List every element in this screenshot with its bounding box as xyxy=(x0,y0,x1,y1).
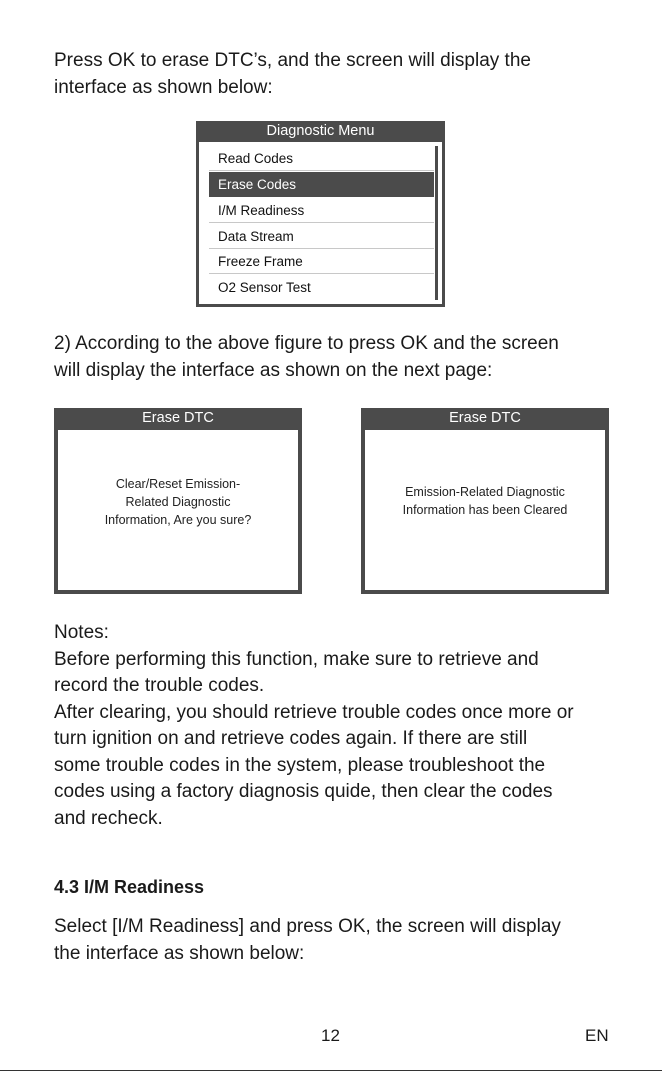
menu-item-read-codes[interactable]: Read Codes xyxy=(209,146,434,171)
notes-line-6: codes using a factory diagnosis quide, then clear the codes xyxy=(54,781,553,802)
step2-line-1: 2) According to the above figure to press OK and the screen xyxy=(54,333,559,354)
erase-done-line-1: Emission-Related Diagnostic xyxy=(405,485,565,499)
erase-confirm-line-1: Clear/Reset Emission- xyxy=(115,477,241,491)
intro-paragraph xyxy=(54,48,614,101)
diagnostic-menu-title: Diagnostic Menu xyxy=(266,123,375,139)
menu-scrollbar[interactable] xyxy=(435,146,438,300)
step2-paragraph xyxy=(54,331,614,384)
language-label: EN xyxy=(585,1026,609,1045)
intro-line-2: interface as shown below: xyxy=(54,76,273,98)
menu-item-data-stream[interactable]: Data Stream xyxy=(209,224,434,249)
section-heading: 4.3 I/M Readiness xyxy=(54,877,205,897)
erase-confirm-screen xyxy=(54,408,302,594)
notes-line-7: and recheck. xyxy=(54,807,163,829)
page-number: 12 xyxy=(321,1026,340,1045)
menu-item-freeze-frame[interactable]: Freeze Frame xyxy=(209,249,434,274)
menu-item-im-readiness[interactable]: I/M Readiness xyxy=(209,198,434,223)
diagnostic-menu-screen xyxy=(196,121,445,307)
notes-label: Notes: xyxy=(54,622,109,643)
notes-section xyxy=(54,620,634,832)
menu-item-erase-codes[interactable]: Erase Codes xyxy=(209,172,434,197)
erase-done-screen xyxy=(361,408,609,594)
menu-item-o2-sensor-test[interactable]: O2 Sensor Test xyxy=(218,280,311,295)
erase-done-line-2: Information has been Cleared xyxy=(402,503,568,517)
step2-line-2: will display the interface as shown on the next page: xyxy=(54,359,493,381)
section-line-2: the interface as shown below: xyxy=(54,942,305,964)
bottom-divider xyxy=(0,1070,662,1071)
diagnostic-menu-list xyxy=(199,142,442,304)
erase-done-body xyxy=(365,430,605,590)
notes-line-1: Before performing this function, make sure to retrieve and xyxy=(54,648,539,670)
intro-line-1: Press OK to erase DTC’s, and the screen will display the xyxy=(54,50,531,71)
notes-line-5: some trouble codes in the system, please troubleshoot the xyxy=(54,754,546,776)
erase-done-title: Erase DTC xyxy=(449,410,521,426)
erase-confirm-message xyxy=(58,475,298,529)
notes-line-4: turn ignition on and retrieve codes again. If there are still xyxy=(54,728,528,749)
section-paragraph xyxy=(54,914,614,967)
erase-confirm-body xyxy=(58,430,298,590)
erase-confirm-line-2: Related Diagnostic xyxy=(125,495,231,509)
notes-line-2: record the trouble codes. xyxy=(54,675,265,696)
section-line-1: Select [I/M Readiness] and press OK, the screen will display xyxy=(54,916,561,937)
erase-confirm-title: Erase DTC xyxy=(142,410,214,426)
erase-done-message xyxy=(365,483,605,519)
notes-line-3: After clearing, you should retrieve trouble codes once more or xyxy=(54,701,574,723)
erase-confirm-line-3: Information, Are you sure? xyxy=(104,513,252,527)
